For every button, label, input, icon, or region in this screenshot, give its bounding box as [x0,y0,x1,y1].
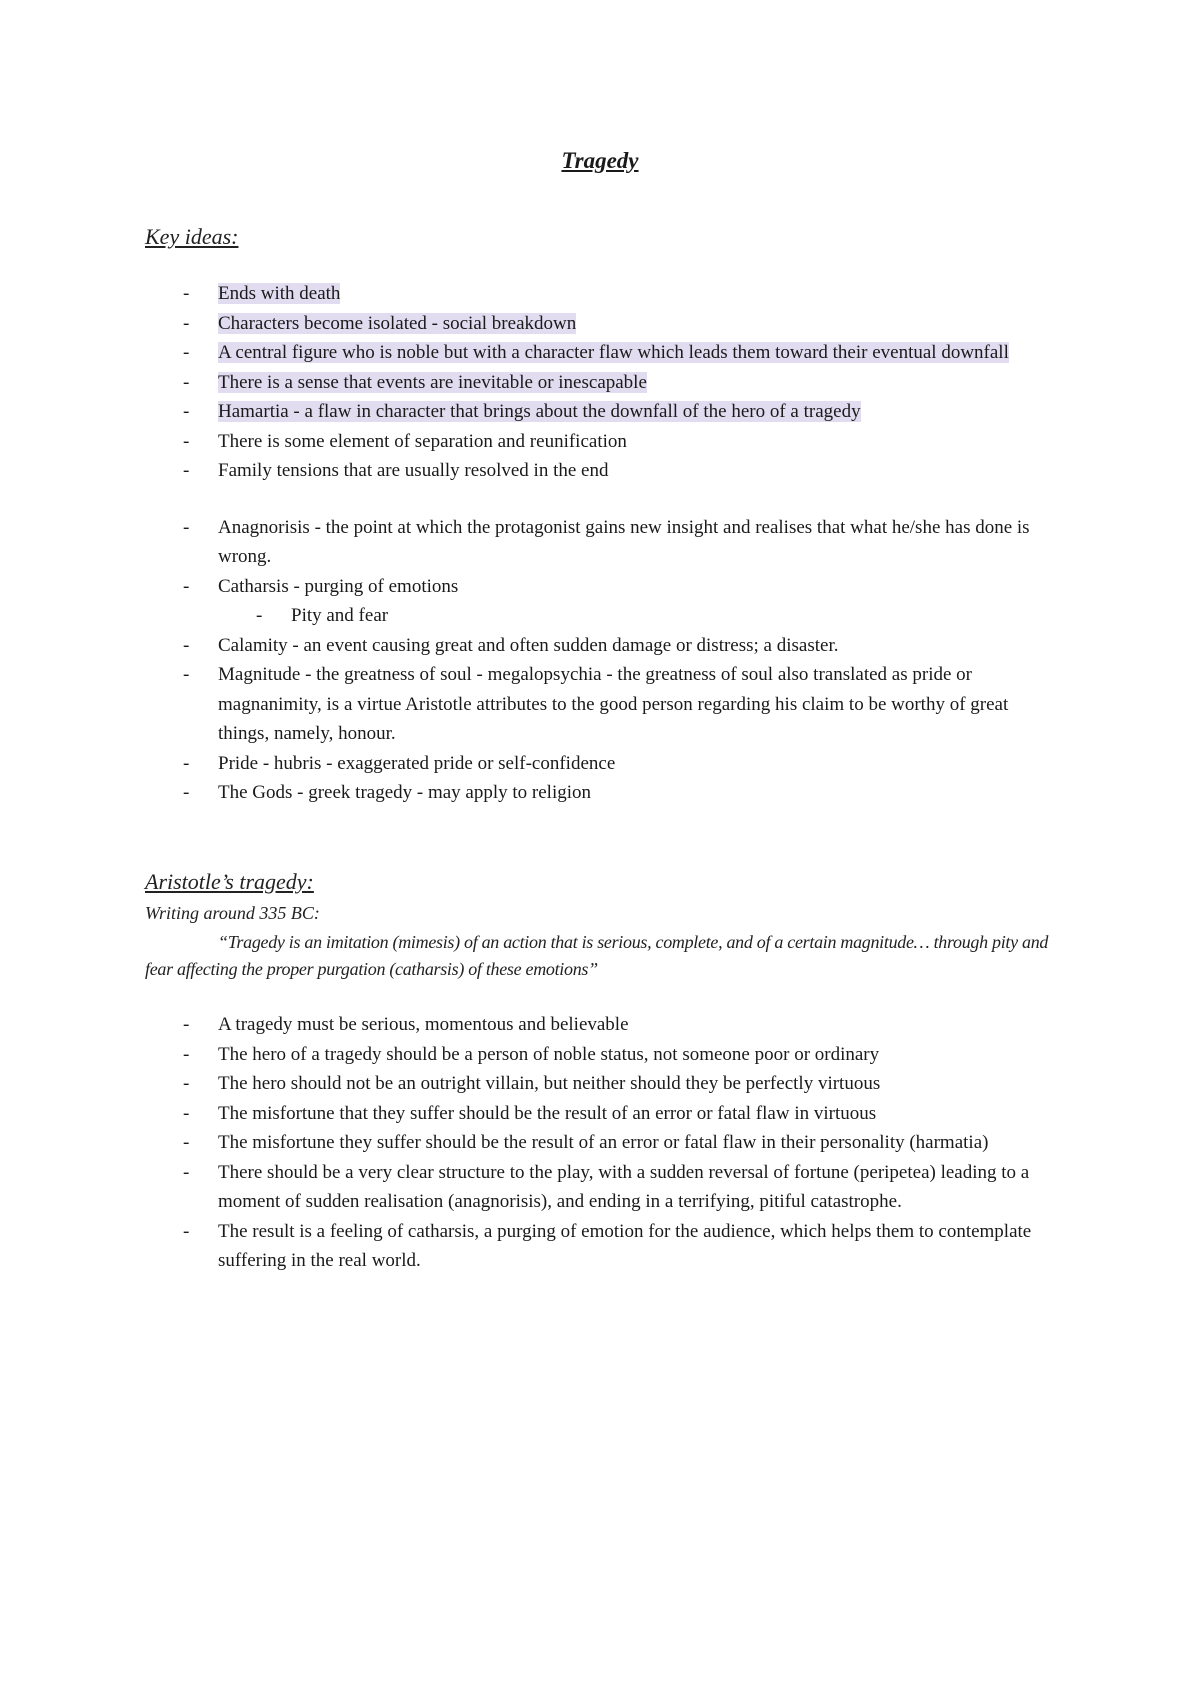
list-item [0,660,1200,749]
page-title: Tragedy [561,148,639,173]
bullet-dash: - [183,516,190,538]
list-item [0,427,1200,457]
list-item [0,749,1200,779]
key-ideas-heading: Key ideas: [145,224,239,249]
list-item-text: There is some element of separation and reunification [218,430,627,452]
bullet-dash: - [183,1132,190,1153]
list-item [0,309,1200,339]
list-item [0,1010,1200,1040]
list-item [0,1099,1200,1129]
list-item [0,778,1200,808]
list-item-text: Characters become isolated - social breakdown [218,312,577,334]
bullet-dash: - [183,1043,190,1065]
list-item-text: The misfortune they suffer should be the result of an error or fatal flaw in their personality (harmatia) [218,1132,989,1153]
list-item-text: There should be a very clear structure to the play, with a sudden reversal of fortune (peripetea) leading to a moment of sudden realisation (anagnorisis), and ending in a terrifying, pitiful catastrophe. [218,1161,1030,1212]
list-item-text: The misfortune that they suffer should be the result of an error or fatal flaw in virtuous [218,1102,877,1124]
list-item-text: Ends with death [218,283,341,304]
bullet-dash: - [183,401,190,422]
aristotle-heading: Aristotle’s tragedy: [145,869,314,894]
sub-list-item [0,601,1200,631]
bullet-dash: - [183,342,190,363]
list-item-text: The Gods - greek tragedy - may apply to religion [218,782,592,803]
bullet-dash: - [183,664,190,685]
bullet-dash: - [183,752,190,774]
list-item [0,397,1200,427]
list-item [0,631,1200,661]
aristotle-quote: “Tragedy is an imitation (mimesis) of an action that is serious, complete, and of a certain magnitude… through pity and fear affecting the proper purgation (catharsis) of these emotions” [145,932,1049,979]
list-item-text: A central figure who is noble but with a character flaw which leads them toward their eventual downfall [218,342,1009,363]
bullet-dash: - [183,460,190,481]
writing-note: Writing around 335 BC: [145,903,320,923]
list-item-text: Magnitude - the greatness of soul - megalopsychia - the greatness of soul also translated as pride or magnanimity, is a virtue Aristotle attributes to the good person regarding his claim to be worthy of great things, namely, honour. [218,664,1009,744]
bullet-dash: - [183,1161,190,1183]
bullet-dash: - [183,1220,190,1242]
list-item [0,1128,1200,1158]
list-item [0,279,1200,309]
list-item-text: Pride - hubris - exaggerated pride or self-confidence [218,752,616,774]
list-item [0,456,1200,486]
key-ideas-list [0,279,1200,808]
list-item-text: Hamartia - a flaw in character that brings about the downfall of the hero of a tragedy [218,401,861,422]
bullet-dash: - [183,634,190,656]
list-item-text: Family tensions that are usually resolved in the end [218,460,609,481]
bullet-dash: - [183,371,190,393]
bullet-dash: - [183,782,190,803]
bullet-dash: - [256,605,263,626]
bullet-dash: - [183,1073,190,1094]
list-item-text: Catharsis - purging of emotions [218,575,459,597]
list-item [0,572,1200,602]
list-item [0,368,1200,398]
bullet-dash: - [183,312,190,334]
list-item-text: There is a sense that events are inevitable or inescapable [218,371,647,393]
list-item [0,1217,1200,1276]
list-item [0,1040,1200,1070]
bullet-dash: - [183,575,190,597]
list-item [0,1158,1200,1217]
bullet-dash: - [183,1014,190,1035]
list-item [0,1069,1200,1099]
list-item-text: Calamity - an event causing great and often sudden damage or distress; a disaster. [218,634,839,656]
list-item-text: Anagnorisis - the point at which the protagonist gains new insight and realises that what he/she has done is wrong. [218,516,1030,567]
bullet-dash: - [183,430,190,452]
list-item-text: A tragedy must be serious, momentous and believable [218,1014,629,1035]
bullet-dash: - [183,283,190,304]
list-item [0,338,1200,368]
list-item-text: The result is a feeling of catharsis, a purging of emotion for the audience, which helps them to contemplate suffering in the real world. [218,1220,1032,1271]
bullet-dash: - [183,1102,190,1124]
list-item-text: Pity and fear [291,605,389,626]
list-item [0,513,1200,572]
list-item-text: The hero of a tragedy should be a person of noble status, not someone poor or ordinary [218,1043,880,1065]
aristotle-list [0,1010,1200,1276]
list-item-text: The hero should not be an outright villain, but neither should they be perfectly virtuous [218,1073,881,1094]
